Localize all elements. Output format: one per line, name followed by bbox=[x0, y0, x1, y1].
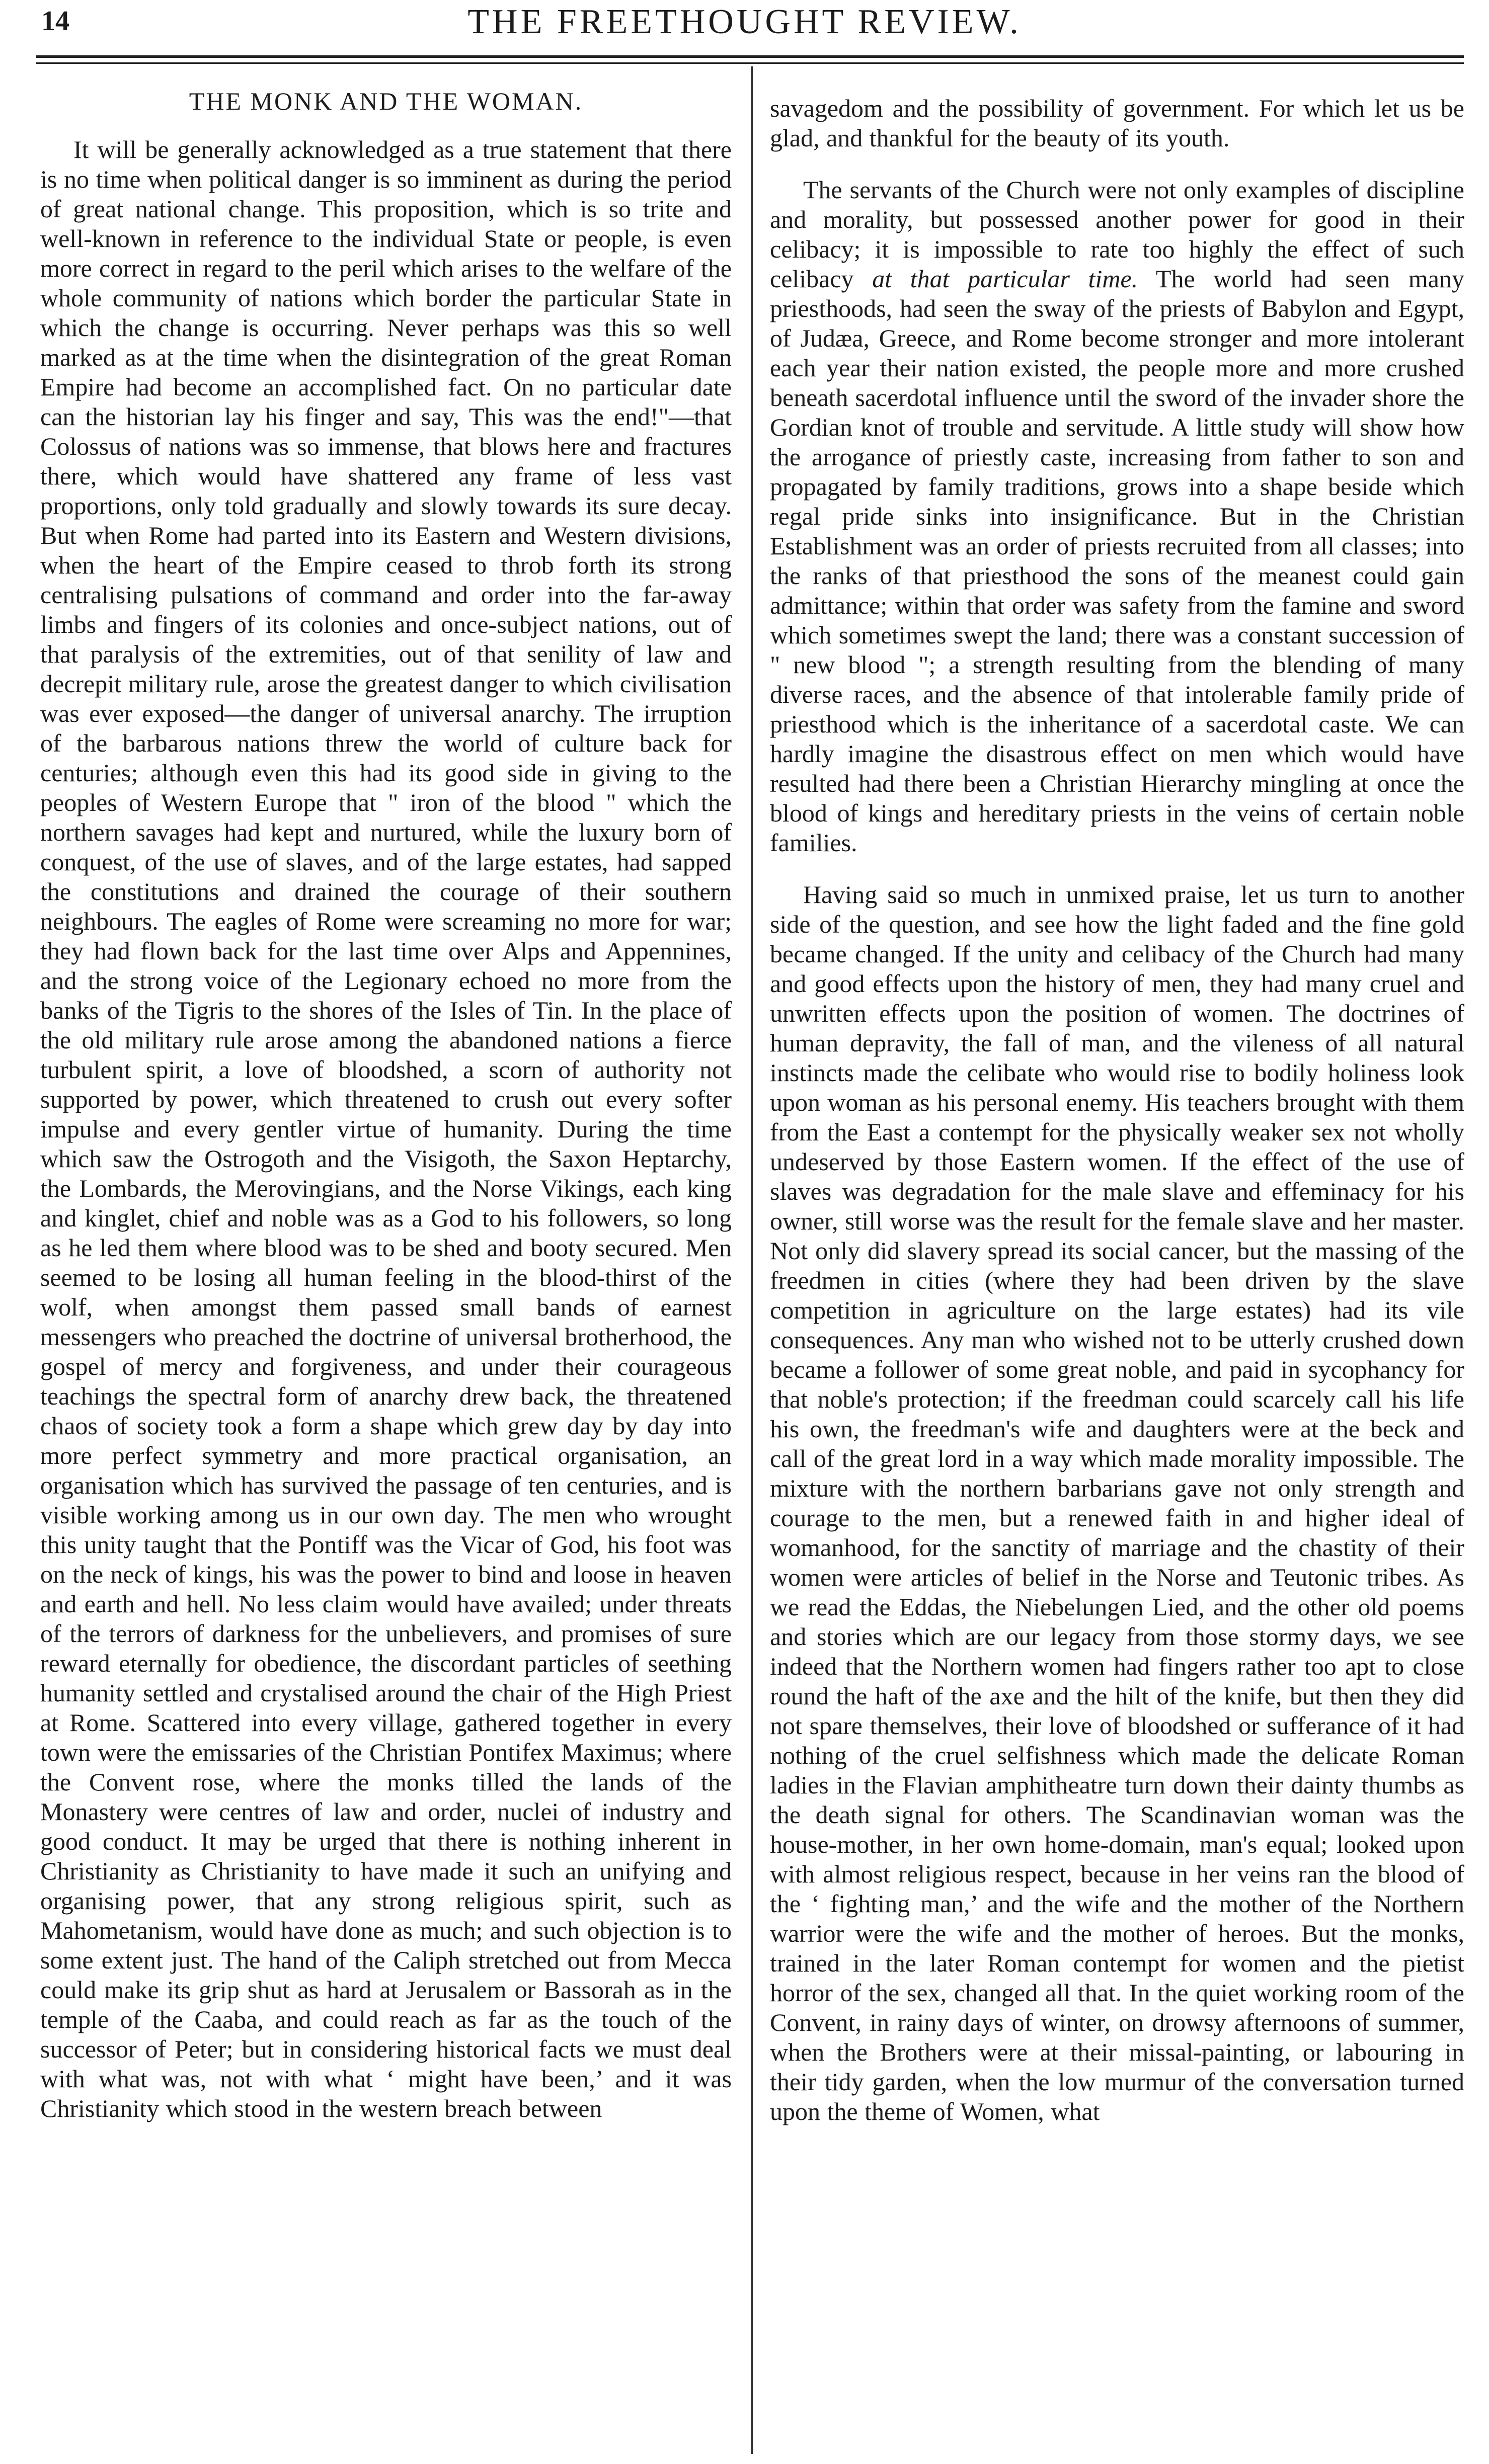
paragraph-3: Having said so much in unmixed praise, let us turn to another side of the question, and see how the light faded and the fine gold became changed. If the unity and celibacy of the Church had many and good effects upon the history of men, they had many cruel and unwritten effects upon the position of women. The doctrines of human depravity, the fall of man, and the vileness of all natural instincts made the celibate who would rise to bodily holiness look upon woman as his personal enemy. His teachers brought with them from the East a contempt for the physically weaker sex not wholly undeserved by those Eastern women. If the effect of the use of slaves was degradation for the male slave and effeminacy for his owner, still worse was the result for the female slave and her master. Not only did slavery spread its social cancer, but the massing of the freedmen in cities (where they had been driven by the slave competition in agriculture on the large estates) had its vile consequences. Any man who wished not to be utterly crushed down became a follower of some great noble, and paid in sycophancy for that noble's protection; if the freedman could scarcely call his life his own, the freedman's wife and daughters were at the beck and call of the great lord in a way which made morality impossible. The mixture with the northern barbarians gave not only strength and courage to the men, but a renewed faith in and higher ideal of womanhood, for the sanctity of marriage and the chastity of their women were articles of belief in the Norse and Teutonic tribes. As we read the Eddas, the Niebelungen Lied, and the other old poems and stories which are our legacy from those stormy days, we see indeed that the Northern women had fingers rather too apt to close round the haft of the axe and the hilt of the knife, but then they did not spare themselves, their love of bloodshed or sufferance of it had nothing of the cruel selfishness which made the delicate Roman ladies in the Flavian amphitheatre turn down their dainty thumbs as the death signal for others. The Scandinavian woman was the house-mother, in her own home-domain, man's equal; looked upon with almost religious respect, because in her veins ran the blood of the ‘ fighting man,’ and the wife and the mother of the Northern warrior were the wife and the mother of heroes. But the monks, trained in the later Roman contempt for women and the pietist horror of the sex, changed all that. In the quiet working room of the Convent, in rainy days of winter, on drowsy afternoons of summer, when the Brothers were at their missal-painting, or labouring in their tidy garden, when the low murmur of the conversation turned upon the theme of Women, what bbox=[770, 880, 1464, 2125]
article-title: THE MONK AND THE WOMAN. bbox=[189, 87, 583, 115]
paragraph-1: It will be generally acknowledged as a true statement that there is no time when political danger is so imminent as during the period of great national change. This proposition, which is so trite and well-known in reference to the individual State or people, is even more correct in regard to the peril which arises to the welfare of the whole community of nations which border the particular State in which the change is occurring. Never perhaps was this so well marked as at the time when the disintegration of the great Roman Empire had become an accomplished fact. On no particular date can the historian lay his finger and say, This was the end!"—that Colossus of nations was so immense, that blows here and fractures there, which would have shattered any frame of less vast proportions, only told gradually and slowly towards its sure decay. But when Rome had parted into its Eastern and Western divisions, when the heart of the Empire ceased to throb forth its strong centralising pulsations of command and order into the far-away limbs and fingers of its colonies and once-subject nations, out of that paralysis of the extremities, out of that senility of law and decrepit military rule, arose the greatest danger to which civilisation was ever exposed—the danger of universal anarchy. The irruption of the barbarous nations threw the world of culture back for centuries; although even this had its good side in giving to the peoples of Western Europe that " iron of the blood " which the northern savages had kept and nurtured, while the luxury born of conquest, of the use of slaves, and of the large estates, had sapped the constitutions and drained the courage of their southern neighbours. The eagles of Rome were screaming no more for war; they had flown back for the last time over Alps and Appennines, and the strong voice of the Legionary echoed no more from the banks of the Tigris to the shores of the Isles of Tin. In the place of the old military rule arose among the abandoned nations a fierce turbulent spirit, a love of bloodshed, a scorn of authority not supported by power, which threatened to crush out every softer impulse and every gentler virtue of humanity. During the time which saw the Ostrogoth and the Visigoth, the Saxon Heptarchy, the Lombards, the Merovingians, and the Norse Vikings, each king and kinglet, chief and noble was as a God to his followers, so long as he led them where blood was to be shed and booty secured. Men seemed to be losing all human feeling in the blood-thirst of the wolf, when amongst them passed small bands of earnest messengers who preached the doctrine of universal brotherhood, the gospel of mercy and forgiveness, and under their courageous teachings the spectral form of anarchy drew back, the threatened chaos of society took a form a shape which grew day by day into more perfect symmetry and more practical organisation, an organisation which has survived the passage of ten centuries, and is visible working among us in our own day. The men who wrought this unity taught that the Pontiff was the Vicar of God, his foot was on the neck of kings, his was the power to bind and loose in heaven and earth and hell. No less claim would have availed; under threats of the terrors of darkness for the unbelievers, and promises of sure reward eternally for obedience, the discordant particles of seething humanity settled and crystalised around the chair of the High Priest at Rome. Scattered into every village, gathered together in every town were the emissaries of the Christian Pontifex Maximus; where the Convent rose, where the monks tilled the lands of the Monastery were centres of law and order, nuclei of industry and good conduct. It may be urged that there is nothing inherent in Christianity as Christianity to have made it such an unifying and organising power, that any strong religious spirit, such as Mahometanism, would have done as much; and such objection is to some extent just. The hand of the Caliph stretched out from Mecca could make its grip shut as hard at Jerusalem or Bassorah as in the temple of the Caaba, and could reach as far as the touch of the successor of Peter; but in considering historical facts we must deal with what was, not with what ‘ might have been,’ and it was Christianity which stood in the western breach between bbox=[40, 135, 732, 2122]
column-divider bbox=[751, 66, 753, 2454]
paragraph-1-continued: savagedom and the possibility of government. For which let us be glad, and thankful for the beauty of its youth. bbox=[770, 94, 1464, 152]
header-rule-bottom bbox=[36, 62, 1464, 64]
right-column bbox=[770, 94, 1464, 2149]
paragraph-2-text-after: The world had seen many priesthoods, had seen the sway of the priests of Babylon and Egypt, of Judæa, Greece, and Rome become stronger and more intolerant each year their nation existed, the people more and more crushed beneath sacerdotal influence until the sword of the invader shore the Gordian knot of trouble and servitude. A little study will show how the arrogance of priestly caste, increasing from father to son and propagated by family traditions, grows into a shape beside which regal pride sinks into insignificance. But in the Christian Establishment was an order of priests recruited from all classes; into the ranks of that priesthood the sons of the meanest could gain admittance; within that order was safety from the famine and sword which sometimes swept the land; there was a constant succession of " new blood "; a strength resulting from the blending of many diverse races, and the absence of that intolerable family pride of priesthood which is the inheritance of a sacerdotal caste. We can hardly imagine the disastrous effect on men which would have resulted had there been a Christian Hierarchy mingling at once the blood of kings and hereditary priests in the veins of certain noble families. bbox=[770, 265, 1464, 857]
running-head: THE FREETHOUGHT REVIEW. bbox=[467, 3, 1022, 41]
header-rule-top bbox=[36, 55, 1464, 58]
page-number: 14 bbox=[41, 6, 69, 37]
paragraph-2 bbox=[770, 175, 1464, 858]
paragraph-2-text-before: The servants of the Church were not only examples of discipline and morality, but possessed another power for good in their celibacy; it is impossible to rate too highly the effect of such celibacy bbox=[770, 176, 1464, 293]
paragraph-2-emphasis: at that particular time. bbox=[872, 265, 1138, 293]
left-column bbox=[40, 80, 732, 2146]
